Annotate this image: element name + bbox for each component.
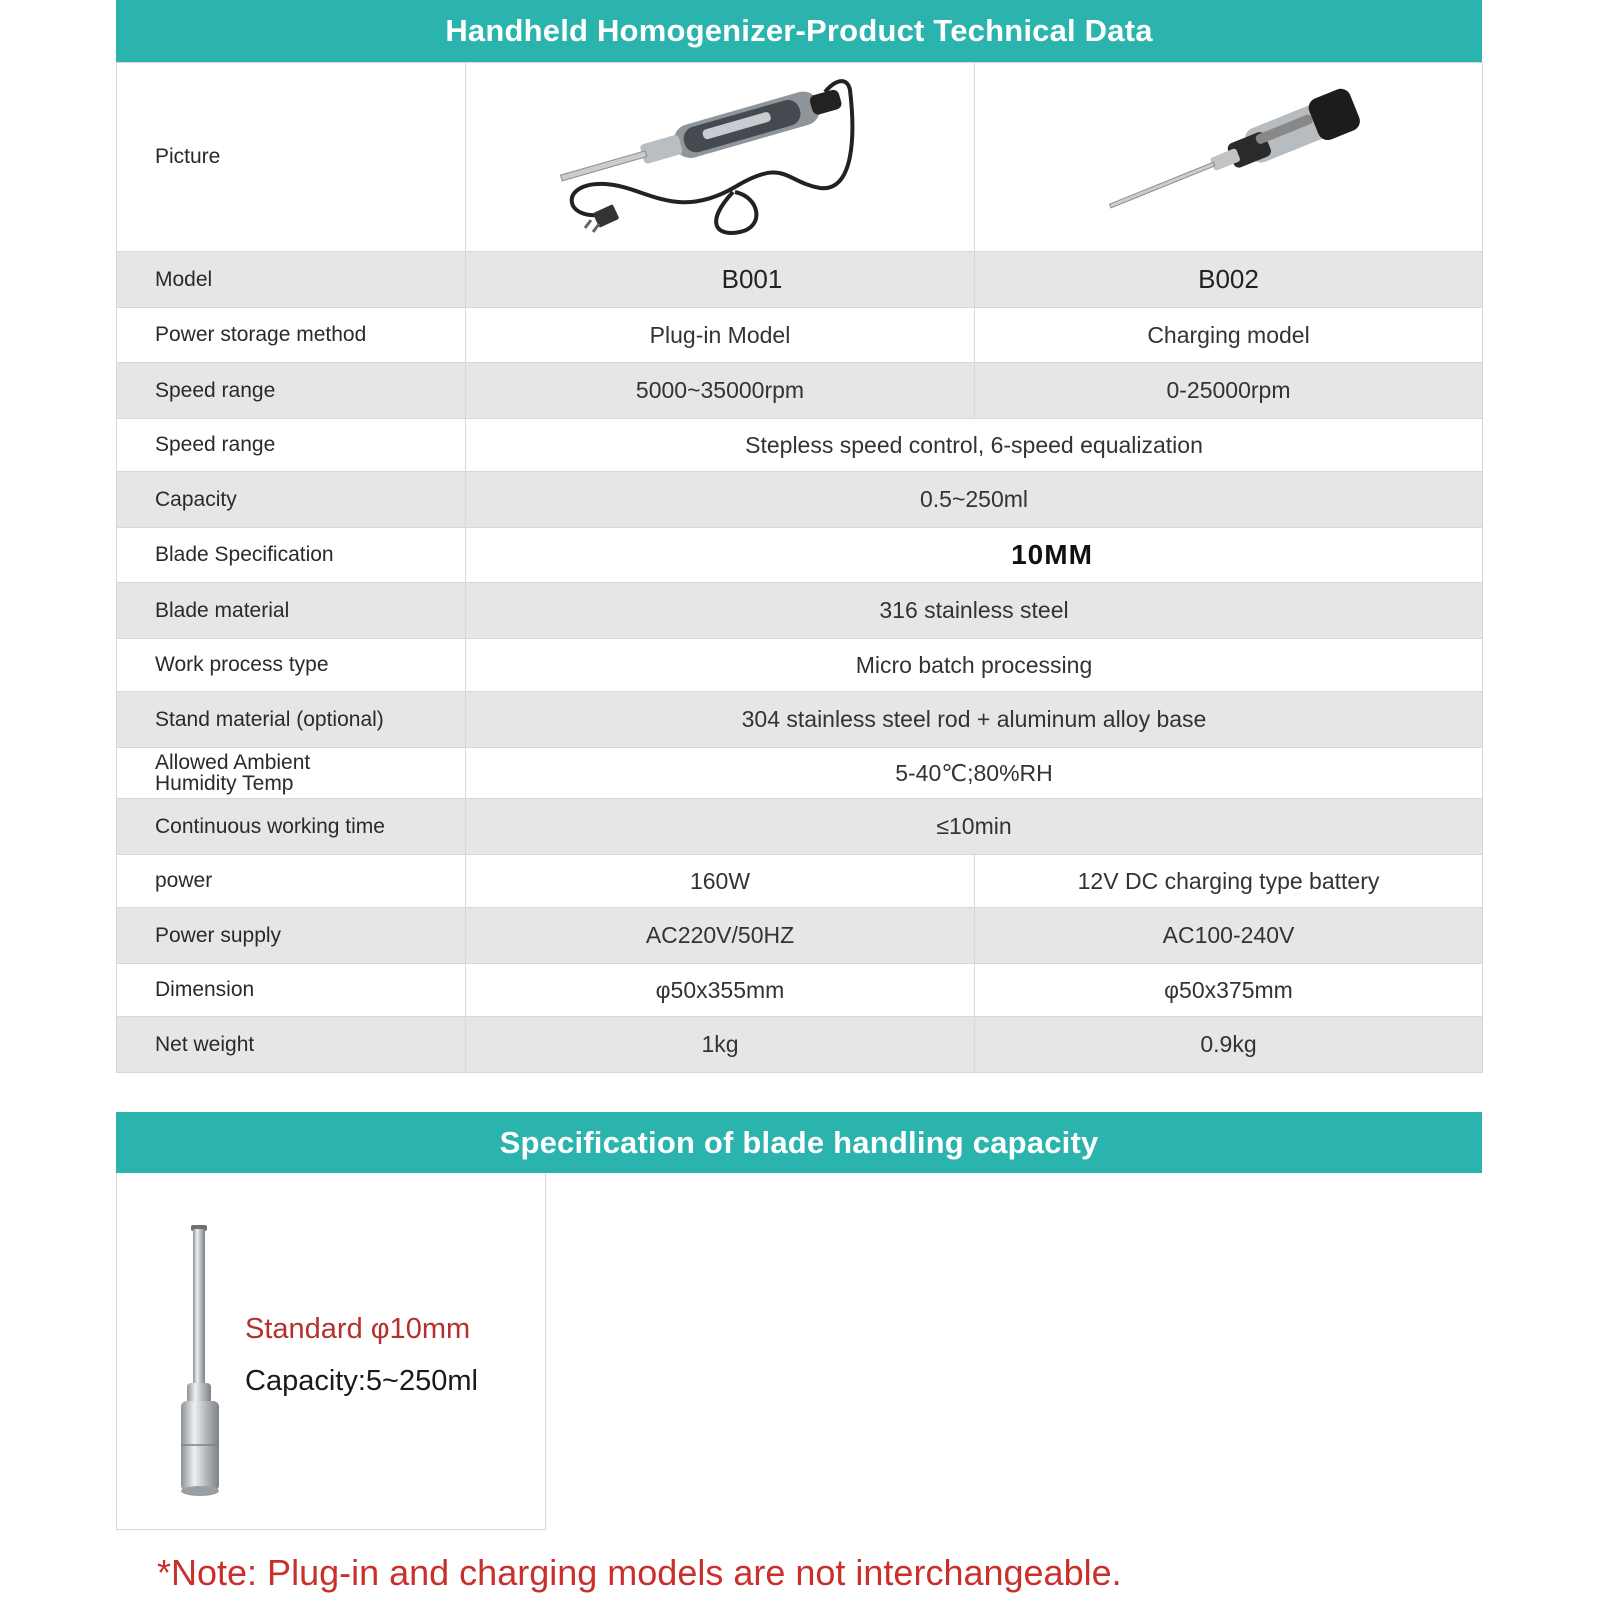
table-row — [117, 528, 1483, 583]
row-label-line: Allowed Ambient — [155, 751, 311, 774]
b002-value: Charging model — [975, 308, 1483, 363]
shared-value: Micro batch processing — [466, 639, 1483, 692]
blade-standard-label: Standard φ10mm — [245, 1313, 471, 1345]
row-label: Capacity — [117, 472, 466, 528]
b002-homogenizer-image — [1079, 87, 1379, 227]
table-row — [117, 363, 1483, 419]
row-label: Picture — [117, 63, 466, 252]
b001-value: Plug-in Model — [466, 308, 975, 363]
shared-value: Stepless speed control, 6-speed equalization — [466, 419, 1483, 472]
table-row — [117, 908, 1483, 964]
table-row — [117, 748, 1483, 799]
table-row — [117, 855, 1483, 908]
table-row — [117, 799, 1483, 855]
row-label: Speed range — [117, 363, 466, 419]
shared-value: 304 stainless steel rod + aluminum alloy base — [466, 692, 1483, 748]
b001-value: φ50x355mm — [466, 964, 975, 1017]
b002-value: AC100-240V — [975, 908, 1483, 964]
b001-homogenizer-image — [555, 72, 885, 242]
b001-value: B001 — [466, 252, 975, 308]
blade-capacity-label: Capacity:5~250ml — [245, 1365, 478, 1397]
table-row — [117, 419, 1483, 472]
row-label: Blade material — [117, 583, 466, 639]
b002-value: 12V DC charging type battery — [975, 855, 1483, 908]
interchangeability-note: *Note: Plug-in and charging models are not interchangeable. — [157, 1552, 1122, 1593]
shared-value: 5-40℃;80%RH — [466, 748, 1483, 799]
row-label — [117, 748, 466, 799]
b002-value: φ50x375mm — [975, 964, 1483, 1017]
b001-value: 5000~35000rpm — [466, 363, 975, 419]
b001-value: 160W — [466, 855, 975, 908]
blade-spec-panel — [116, 1173, 546, 1530]
b001-value: 1kg — [466, 1017, 975, 1073]
row-label: Net weight — [117, 1017, 466, 1073]
b002-value: 0-25000rpm — [975, 363, 1483, 419]
table-row — [117, 583, 1483, 639]
b002-picture-cell — [975, 63, 1483, 252]
table-row — [117, 639, 1483, 692]
b001-value: AC220V/50HZ — [466, 908, 975, 964]
row-label: Stand material (optional) — [117, 692, 466, 748]
b002-value: B002 — [975, 252, 1483, 308]
table-row — [117, 692, 1483, 748]
table-row — [117, 1017, 1483, 1073]
shared-value: ≤10min — [466, 799, 1483, 855]
table-row — [117, 308, 1483, 363]
row-label: Power storage method — [117, 308, 466, 363]
row-label: Dimension — [117, 964, 466, 1017]
spec-table — [116, 62, 1483, 1073]
row-label: power — [117, 855, 466, 908]
table-row — [117, 964, 1483, 1017]
shared-value: 0.5~250ml — [466, 472, 1483, 528]
row-label-line: Humidity Temp — [155, 772, 294, 795]
blade-capacity-header: Specification of blade handling capacity — [116, 1112, 1482, 1173]
technical-data-header: Handheld Homogenizer-Product Technical Data — [116, 0, 1482, 62]
b002-value: 0.9kg — [975, 1017, 1483, 1073]
picture-row — [117, 63, 1483, 252]
b001-picture-cell — [466, 63, 975, 252]
shared-value: 10MM — [466, 528, 1483, 583]
row-label: Power supply — [117, 908, 466, 964]
table-row — [117, 472, 1483, 528]
table-row — [117, 252, 1483, 308]
blade-image — [177, 1223, 237, 1498]
row-label: Model — [117, 252, 466, 308]
row-label: Speed range — [117, 419, 466, 472]
row-label: Blade Specification — [117, 528, 466, 583]
row-label: Continuous working time — [117, 799, 466, 855]
shared-value: 316 stainless steel — [466, 583, 1483, 639]
row-label: Work process type — [117, 639, 466, 692]
